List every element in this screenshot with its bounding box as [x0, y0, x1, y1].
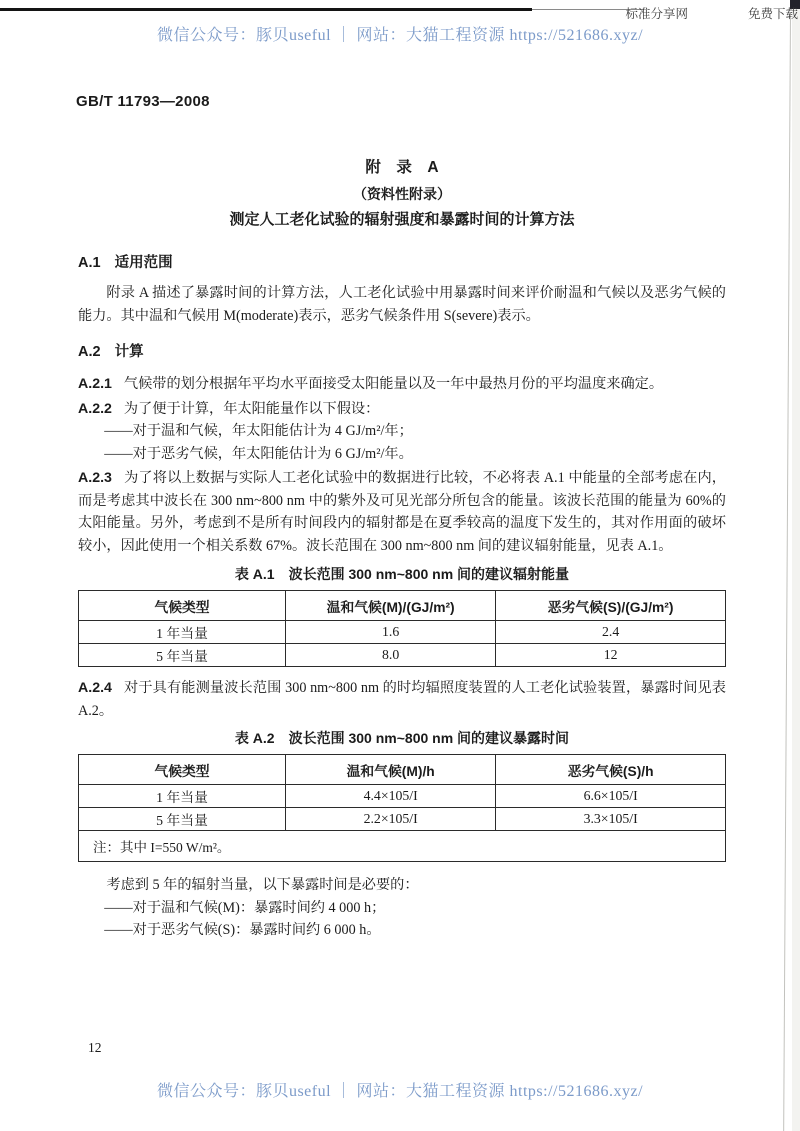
scan-top-line [0, 8, 532, 11]
appendix-title: 附 录 A [365, 159, 439, 176]
section-a24-number: A.2.4 [78, 680, 112, 696]
section-a1-number: A.1 [78, 255, 101, 271]
table-a1-r2-moderate: 8.0 [286, 644, 496, 667]
a22-item-moderate: ——对于温和气候，年太阳能估计为 4 GJ/m²/年； [104, 423, 413, 439]
table-a2-col-climate: 气候类型 [79, 755, 286, 785]
table-a1-header-row [79, 591, 726, 621]
table-a2-note-row [79, 831, 726, 862]
table-a1-r1-severe: 2.4 [496, 621, 726, 644]
section-a22-text: 为了便于计算，年太阳能量作以下假设： [123, 400, 380, 417]
table-a2-col-severe: 恶劣气候(S)/h [496, 755, 726, 785]
standard-number: GB/T 11793—2008 [76, 93, 210, 110]
section-a21-text: 气候带的划分根据年平均水平面接受太阳能量以及一年中最热月份的平均温度来确定。 [123, 376, 664, 392]
section-a23-text: 为了将以上数据与实际人工老化试验中的数据进行比较，不必将表 A.1 中能量的全部考虑在内，而是考虑其中波长在 300 nm~800 nm 中的紫外及可见光部分所包含的能量。该波长范围的能量为 60%的太阳能量。另外，考虑到不是所有时间段内的辐射都是在夏季较高的温度下发生的，其对作用面的破坏较小，因此使用一个相关系数 67%。波长范围在 300 nm~800 nm 间的建议辐射能量，见表 A.1。 [78, 470, 726, 554]
table-a2-note: 注：其中 I=550 W/m²。 [79, 831, 726, 862]
table-a2-r2-severe: 3.3×105/I [496, 808, 726, 831]
closing-item-moderate: ——对于温和气候(M)：暴露时间约 4 000 h； [104, 899, 386, 916]
scan-right-edge-line [783, 12, 791, 1131]
section-a24-text: 对于具有能测量波长范围 300 nm~800 nm 的时均辐照度装置的人工老化试验装置，暴露时间见表 A.2。 [78, 680, 726, 719]
table-a1-r2-severe: 12 [496, 644, 726, 667]
table-a2-r2-moderate: 2.2×105/I [286, 808, 496, 831]
table-a2-col-moderate: 温和气候(M)/h [286, 755, 496, 785]
site-name-label: 标准分享网 [625, 7, 688, 21]
table-a2-r1-climate: 1 年当量 [79, 785, 286, 808]
table-a1-col-climate: 气候类型 [79, 591, 286, 621]
section-a2-heading [78, 342, 726, 362]
section-a22-paragraph [78, 398, 726, 421]
section-a23-paragraph [78, 467, 726, 557]
section-a21-paragraph [78, 373, 726, 396]
closing-lead: 考虑到 5 年的辐射当量，以下暴露时间是必要的： [106, 877, 419, 893]
table-a2-header-row [79, 755, 726, 785]
section-a1-paragraph: 附录 A 描述了暴露时间的计算方法，人工老化试验中用暴露时间来评价耐温和气候以及恶劣气候的能力。其中温和气候用 M(moderate)表示，恶劣气候条件用 S(severe)表示。 [78, 285, 726, 324]
table-a1-r1-moderate: 1.6 [286, 621, 496, 644]
table-a1 [78, 590, 726, 667]
section-a2-number: A.2 [78, 344, 101, 360]
page-number: 12 [88, 1040, 102, 1055]
appendix-heading: 测定人工老化试验的辐射强度和暴露时间的计算方法 [229, 211, 575, 228]
table-a1-r2-climate: 5 年当量 [79, 644, 286, 667]
table-row [79, 644, 726, 667]
section-a22-number: A.2.2 [78, 400, 112, 417]
watermark-header: 微信公众号：豚贝useful ｜ 网站：大猫工程资源 https://521686.xyz/ [156, 27, 644, 44]
scan-edge-shade [792, 0, 800, 1131]
table-a2-r1-severe: 6.6×105/I [496, 785, 726, 808]
table-row [79, 808, 726, 831]
table-a1-caption: 表 A.1 波长范围 300 nm~800 nm 间的建议辐射能量 [234, 566, 570, 582]
section-a23-number: A.2.3 [78, 470, 112, 486]
free-download-label: 免费下载 [747, 7, 798, 21]
section-a1-heading [78, 253, 726, 273]
table-row [79, 785, 726, 808]
a22-item-severe: ——对于恶劣气候，年太阳能估计为 6 GJ/m²/年。 [104, 445, 413, 462]
appendix-subtitle: （资料性附录） [353, 186, 451, 202]
table-a1-col-severe: 恶劣气候(S)/(GJ/m²) [496, 591, 726, 621]
section-a1-title: 适用范围 [114, 255, 173, 271]
section-a21-number: A.2.1 [78, 376, 112, 392]
table-a1-col-moderate: 温和气候(M)/(GJ/m²) [286, 591, 496, 621]
table-a2-r1-moderate: 4.4×105/I [286, 785, 496, 808]
section-a2-title: 计算 [114, 344, 144, 360]
watermark-footer: 微信公众号：豚贝useful ｜ 网站：大猫工程资源 https://521686.xyz/ [156, 1083, 644, 1100]
document-body [78, 158, 726, 942]
table-a2-r2-climate: 5 年当量 [79, 808, 286, 831]
table-a2-caption: 表 A.2 波长范围 300 nm~800 nm 间的建议暴露时间 [234, 730, 570, 746]
table-a1-r1-climate: 1 年当量 [79, 621, 286, 644]
table-a2 [78, 754, 726, 862]
closing-item-severe: ——对于恶劣气候(S)：暴露时间约 6 000 h。 [104, 922, 381, 938]
table-row [79, 621, 726, 644]
section-a24-paragraph [78, 677, 726, 722]
